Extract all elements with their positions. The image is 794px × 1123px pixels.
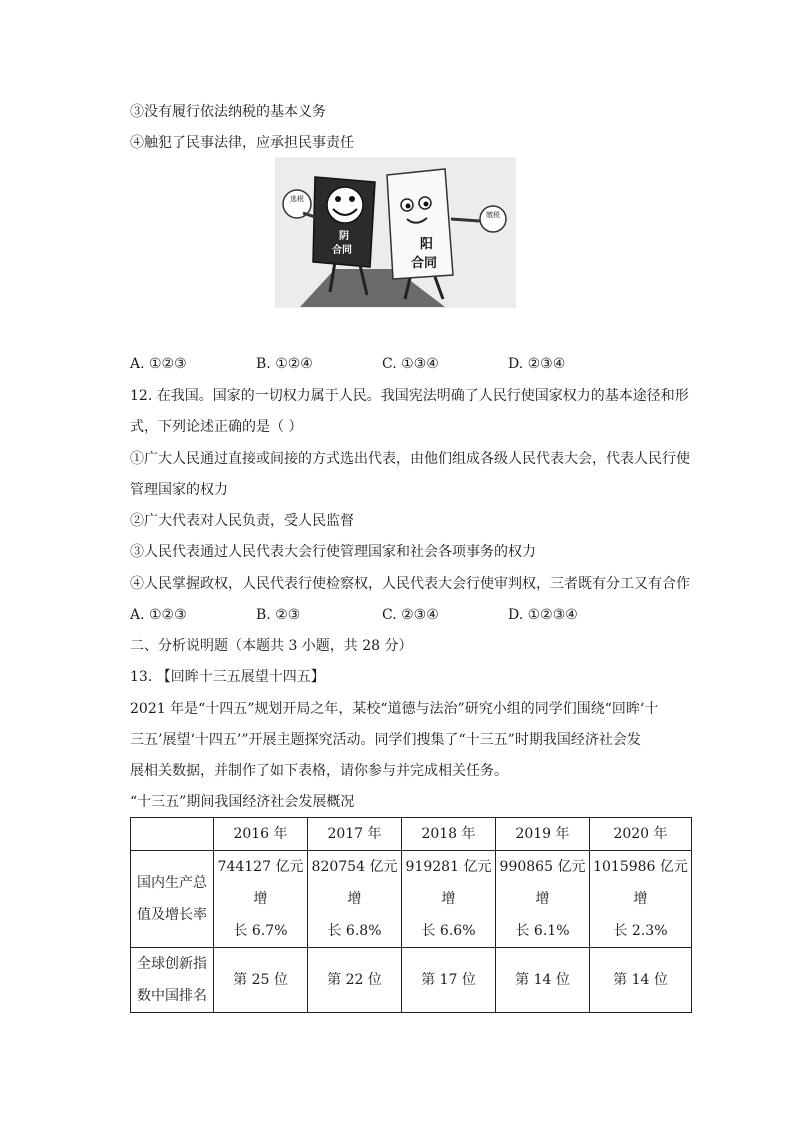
q13-heading: 13. 【回眸十三五展望十四五】 bbox=[130, 669, 325, 685]
q12-item-3: ③人民代表通过人民代表大会行使管理国家和社会各项事务的权力 bbox=[130, 544, 536, 560]
section-2-title: 二、分析说明题（本题共 3 小题，共 28 分） bbox=[130, 638, 413, 654]
table-cell: 919281 亿元增 长 6.6% bbox=[402, 851, 496, 948]
q12-stem-line-1: 12. 在我国。国家的一切权力属于人民。我国宪法明确了人民行使国家权力的基本途径和形 bbox=[130, 388, 689, 404]
table-cell: 第 14 位 bbox=[496, 948, 590, 1013]
table-row-label: 全球创新指 数中国排名 bbox=[131, 948, 214, 1013]
q12-stem-line-2: 式，下列论述正确的是（ ） bbox=[130, 419, 303, 435]
coin-right-label: 缴税 bbox=[486, 211, 500, 219]
table-header-empty bbox=[131, 818, 214, 851]
q13-paragraph-line-2: 三五’展望‘十四五’”开展主题探究活动。同学们搜集了“十三五”时期我国经济社会发 bbox=[130, 732, 641, 748]
q11-option-c[interactable]: C. ①③④ bbox=[382, 356, 439, 372]
contract-cartoon-figure bbox=[275, 157, 516, 308]
q11-option-d[interactable]: D. ②③④ bbox=[508, 356, 566, 372]
q13-paragraph-line-1: 2021 年是“十四五”规划开局之年，某校“道德与法治”研究小组的同学们围绕“回眸‘十 bbox=[130, 701, 659, 717]
table-header-year: 2020 年 bbox=[590, 818, 692, 851]
coin-left-label: 逃税 bbox=[290, 195, 304, 203]
table-row bbox=[131, 948, 692, 1013]
q12-item-1-line-2: 管理国家的权力 bbox=[130, 482, 228, 498]
table-cell: 744127 亿元增 长 6.7% bbox=[214, 851, 308, 948]
q11-item-4: ④触犯了民事法律，应承担民事责任 bbox=[130, 135, 354, 151]
q11-item-3: ③没有履行依法纳税的基本义务 bbox=[130, 104, 326, 120]
contract-cartoon-illustration bbox=[275, 157, 516, 308]
q13-table-caption: “十三五”期间我国经济社会发展概况 bbox=[130, 794, 355, 810]
q13-paragraph-line-3: 展相关数据，并制作了如下表格，请你参与并完成相关任务。 bbox=[130, 763, 508, 779]
q11-option-b[interactable]: B. ①②④ bbox=[256, 356, 313, 372]
light-contract-label-1: 阳 bbox=[420, 237, 434, 252]
table-cell: 第 17 位 bbox=[402, 948, 496, 1013]
table-cell: 第 25 位 bbox=[214, 948, 308, 1013]
q12-item-2: ②广大代表对人民负责，受人民监督 bbox=[130, 513, 354, 529]
table-header-year: 2017 年 bbox=[308, 818, 402, 851]
dark-contract-label-1: 阴 bbox=[339, 231, 349, 242]
q11-option-a[interactable]: A. ①②③ bbox=[130, 356, 187, 372]
q12-item-1-line-1: ①广大人民通过直接或间接的方式选出代表，由他们组成各级人民代表大会，代表人民行使 bbox=[130, 451, 690, 467]
table-cell: 第 14 位 bbox=[590, 948, 692, 1013]
table-header-year: 2018 年 bbox=[402, 818, 496, 851]
table-cell: 1015986 亿元增 长 2.3% bbox=[590, 851, 692, 948]
table-header-year: 2016 年 bbox=[214, 818, 308, 851]
dark-contract-label-2: 合同 bbox=[332, 245, 352, 256]
q12-option-d[interactable]: D. ①②③④ bbox=[508, 607, 578, 623]
q12-option-c[interactable]: C. ②③④ bbox=[382, 607, 439, 623]
q12-option-b[interactable]: B. ②③ bbox=[256, 607, 301, 623]
table-header-row bbox=[131, 818, 692, 851]
table-cell: 820754 亿元增 长 6.8% bbox=[308, 851, 402, 948]
table-cell: 第 22 位 bbox=[308, 948, 402, 1013]
table-row-label: 国内生产总 值及增长率 bbox=[131, 851, 214, 948]
table-header-year: 2019 年 bbox=[496, 818, 590, 851]
table-cell: 990865 亿元增 长 6.1% bbox=[496, 851, 590, 948]
q12-item-4: ④人民掌握政权，人民代表行使检察权，人民代表大会行使审判权，三者既有分工又有合作 bbox=[130, 576, 690, 592]
light-contract-label-2: 合同 bbox=[411, 256, 438, 271]
table-row bbox=[131, 851, 692, 948]
development-table bbox=[130, 817, 692, 1013]
q12-option-a[interactable]: A. ①②③ bbox=[130, 607, 187, 623]
